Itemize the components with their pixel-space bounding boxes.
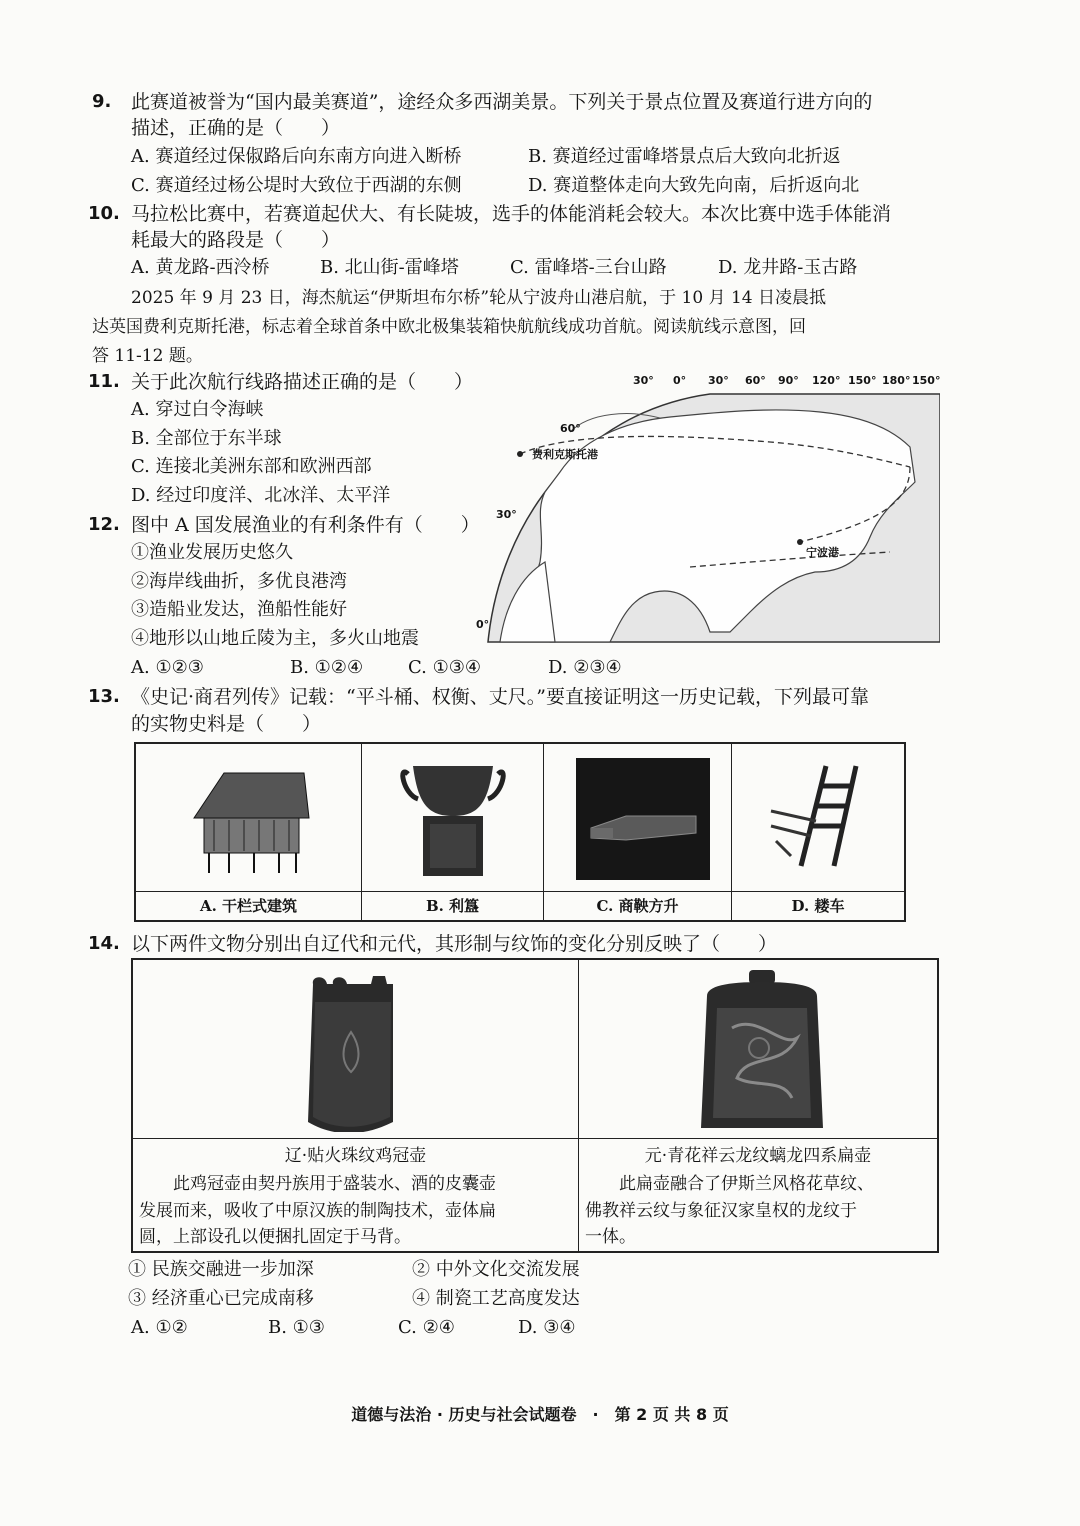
question-12-item-3: ③造船业发达，渔船性能好 [131,599,347,620]
option-a-cell [136,744,362,920]
question-10-number: 10. [88,203,120,224]
seed-drill-image [756,756,876,876]
question-11-option-b: B. 全部位于东半球 [131,428,282,449]
liao-artifact-text-line2: 发展而来，吸收了中原汉族的制陶技术，壶体扁 [139,1201,496,1221]
question-11-option-d: D. 经过印度洋、北冰洋、太平洋 [131,485,391,506]
question-10-stem-line2: 耗最大的路段是（ ） [131,229,341,251]
lon-label-3: 60° [745,374,766,387]
route-map [470,372,940,644]
liao-artifact-text-line1: 此鸡冠壶由契丹族用于盛装水、酒的皮囊壶 [173,1174,496,1194]
question-10-option-d: D. 龙井路-玉古路 [718,257,858,278]
option-d-cell [732,744,904,920]
question-14-artifact-table [131,958,939,1253]
question-10-stem-line1: 马拉松比赛中，若赛道起伏大、有长陡坡，选手的体能消耗会较大。本次比赛中选手体能消 [131,203,892,225]
question-12-option-d: D. ②③④ [548,657,622,678]
question-9-option-c: C. 赛道经过杨公堤时大致位于西湖的东侧 [131,175,462,196]
lat-label-30: 30° [496,508,517,521]
question-13-image-table [134,742,906,922]
stilt-house-image [184,758,314,878]
blue-white-flask-image [687,968,837,1136]
option-d-caption: D. 耧车 [791,897,845,915]
liao-artifact-text-line3: 圆，上部设孔以便捆扎固定于马背。 [139,1227,411,1247]
question-10-option-a: A. 黄龙路-西泠桥 [131,257,270,278]
question-14-item-2: ② 中外文化交流发展 [412,1259,580,1280]
option-c-cell [544,744,732,920]
route-map-figure [470,372,940,644]
question-14-option-c: C. ②④ [398,1317,455,1338]
question-14-option-d: D. ③④ [518,1317,576,1338]
question-11-option-c: C. 连接北美洲东部和欧洲西部 [131,456,372,477]
felixstowe-port-label: 费利克斯托港 [532,448,598,461]
question-11-number: 11. [88,371,120,392]
option-b-cell [362,744,544,920]
lat-label-60: 60° [560,422,581,435]
passage-line1: 2025 年 9 月 23 日，海杰航运“伊斯坦布尔桥”轮从宁波舟山港启航，于 10 月 14 日凌晨抵 [131,288,826,308]
compass-label: 0° [476,618,490,631]
lon-label-8: 150° [912,374,941,387]
yuan-artifact-text-line3: 一体。 [585,1227,636,1247]
question-12-item-1: ①渔业发展历史悠久 [131,542,293,563]
question-14-option-a: A. ①② [131,1317,188,1338]
question-12-number: 12. [88,514,120,535]
question-14-option-b: B. ①③ [268,1317,325,1338]
option-b-caption: B. 利簋 [425,897,480,915]
felixstowe-port-dot [517,451,523,457]
question-11-option-a: A. 穿过白令海峡 [131,399,264,420]
question-14-stem: 以下两件文物分别出自辽代和元代，其形制与纹饰的变化分别反映了（ ） [131,933,778,955]
question-13-stem-line1: 《史记·商君列传》记载：“平斗桶、权衡、丈尺。”要直接证明这一历史记载，下列最可靠 [131,686,869,708]
question-12-option-a: A. ①②③ [131,657,204,678]
liao-artifact-title: 辽·贴火珠纹鸡冠壶 [284,1146,427,1166]
lon-label-6: 150° [848,374,877,387]
yuan-artifact-text-line2: 佛教祥云纹与象征汉家皇权的龙纹于 [585,1201,857,1221]
question-14-item-1: ① 民族交融进一步加深 [128,1259,314,1280]
lon-label-2: 30° [708,374,729,387]
question-13-stem-line2: 的实物史料是（ ） [131,713,322,735]
lon-label-7: 180° [882,374,911,387]
lon-label-4: 90° [778,374,799,387]
question-10-option-b: B. 北山街-雷峰塔 [320,257,459,278]
question-13-number: 13. [88,686,120,707]
yuan-artifact-text-line1: 此扁壶融合了伊斯兰风格花草纹、 [619,1174,874,1194]
cockscomb-pot-image [293,972,423,1132]
question-12-item-2: ②海岸线曲折，多优良港湾 [131,571,347,592]
question-9-stem-line1: 此赛道被誉为“国内最美赛道”，途经众多西湖美景。下列关于景点位置及赛道行进方向的 [131,91,873,113]
question-12-item-4: ④地形以山地丘陵为主，多火山地震 [131,628,419,649]
question-9-number: 9. [92,91,112,112]
shang-yang-measure-image [576,758,710,880]
question-9-option-d: D. 赛道整体走向大致先向南，后折返向北 [528,175,860,196]
lon-label-5: 120° [812,374,841,387]
question-12-option-c: C. ①③④ [408,657,481,678]
option-c-caption: C. 商鞅方升 [596,897,679,915]
ningbo-port-label: 宁波港 [806,546,839,559]
passage-line3: 答 11-12 题。 [92,346,203,366]
lon-label-0: 30° [633,374,654,387]
passage-line2: 达英国费利克斯托港，标志着全球首条中欧北极集装箱快航航线成功首航。阅读航线示意图，回 [92,317,806,337]
question-9-option-a: A. 赛道经过保俶路后向东南方向进入断桥 [131,146,462,167]
question-14-item-3: ③ 经济重心已完成南移 [128,1288,314,1309]
question-9-stem-line2: 描述，正确的是（ ） [131,117,341,139]
question-12-stem: 图中 A 国发展渔业的有利条件有（ ） [131,514,480,536]
question-11-stem: 关于此次航行线路描述正确的是（ ） [131,371,474,393]
option-a-caption: A. 干栏式建筑 [199,897,298,915]
liao-artifact-cell [133,960,579,1251]
question-9-option-b: B. 赛道经过雷峰塔景点后大致向北折返 [528,146,841,167]
li-gui-vessel-image [398,754,508,884]
question-12-option-b: B. ①②④ [290,657,364,678]
question-14-item-4: ④ 制瓷工艺高度发达 [412,1288,580,1309]
question-14-number: 14. [88,933,120,954]
question-10-option-c: C. 雷峰塔-三台山路 [510,257,667,278]
lon-label-1: 0° [673,374,687,387]
yuan-artifact-cell [579,960,937,1251]
ningbo-port-dot [797,539,803,545]
page-footer: 道德与法治 · 历史与社会试题卷 · 第 2 页 共 8 页 [351,1405,729,1424]
yuan-artifact-title: 元·青花祥云龙纹螭龙四系扁壶 [644,1146,872,1166]
